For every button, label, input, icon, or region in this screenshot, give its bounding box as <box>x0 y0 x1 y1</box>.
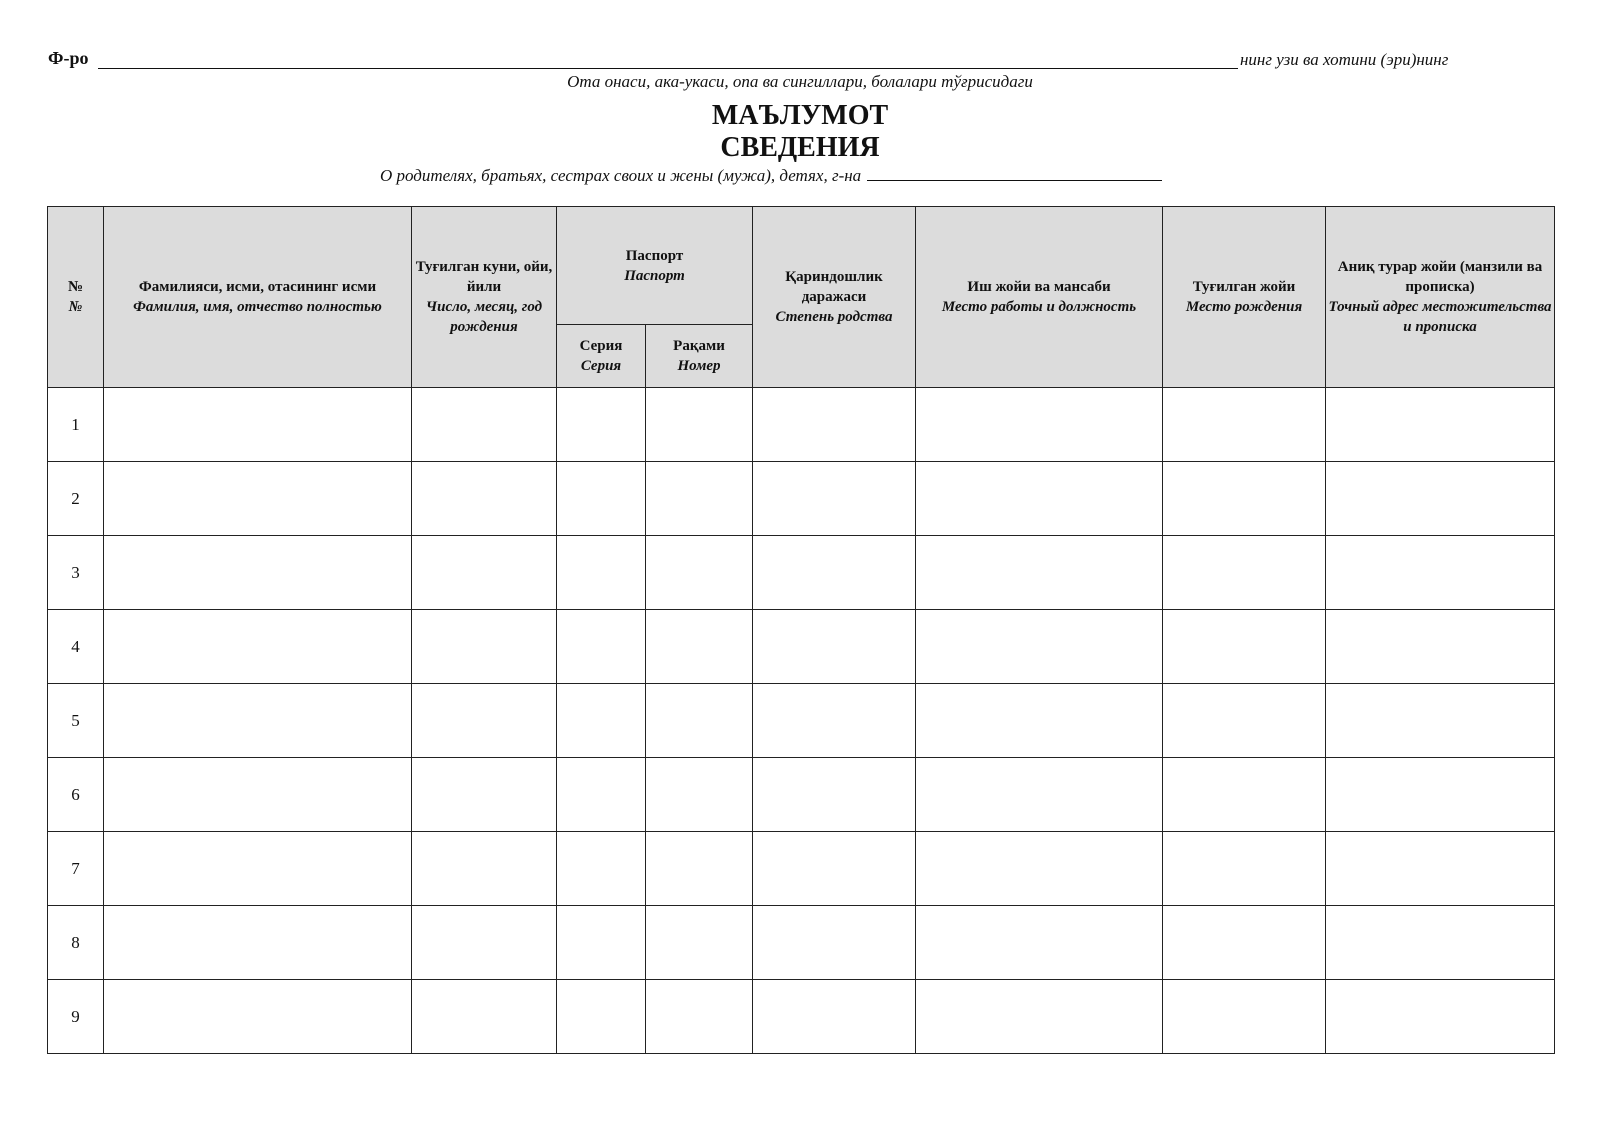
header-passport-ru: Паспорт <box>624 267 685 284</box>
row-number: 9 <box>48 980 104 1054</box>
address-cell[interactable] <box>1326 758 1555 832</box>
birthplace-cell[interactable] <box>1163 610 1326 684</box>
row-number: 1 <box>48 388 104 462</box>
relation-cell[interactable] <box>753 832 916 906</box>
name-fill-line[interactable] <box>98 68 1238 69</box>
address-cell[interactable] <box>1326 684 1555 758</box>
table-row <box>48 536 1555 610</box>
birthdate-cell[interactable] <box>412 536 557 610</box>
number-cell[interactable] <box>646 610 753 684</box>
number-cell[interactable] <box>646 388 753 462</box>
work-cell[interactable] <box>916 684 1163 758</box>
header-birthplace-ru: Место рождения <box>1185 299 1303 315</box>
header-birthplace <box>1163 207 1326 388</box>
title-ru: СВЕДЕНИЯ <box>720 132 880 163</box>
form-prefix: Ф-ро <box>48 48 89 68</box>
header-birthdate-uz: Туғилган куни, ойи, йили <box>415 259 553 295</box>
row-number: 7 <box>48 832 104 906</box>
address-cell[interactable] <box>1326 610 1555 684</box>
header-num-ru: № <box>68 299 83 315</box>
header-relation <box>753 207 916 388</box>
table-row <box>48 610 1555 684</box>
table-body <box>48 388 1555 1054</box>
header-work-uz: Иш жойи ва мансаби <box>967 279 1111 295</box>
birthdate-cell[interactable] <box>412 462 557 536</box>
name-cell[interactable] <box>104 610 412 684</box>
work-cell[interactable] <box>916 758 1163 832</box>
row-number: 6 <box>48 758 104 832</box>
series-cell[interactable] <box>557 610 646 684</box>
header-num <box>48 207 104 388</box>
header-name <box>104 207 412 388</box>
address-cell[interactable] <box>1326 388 1555 462</box>
header-birthdate-ru: Число, месяц, год рождения <box>425 299 543 335</box>
work-cell[interactable] <box>916 906 1163 980</box>
relation-cell[interactable] <box>753 684 916 758</box>
relation-cell[interactable] <box>753 758 916 832</box>
name-cell[interactable] <box>104 388 412 462</box>
number-cell[interactable] <box>646 536 753 610</box>
series-cell[interactable] <box>557 684 646 758</box>
address-cell[interactable] <box>1326 536 1555 610</box>
work-cell[interactable] <box>916 462 1163 536</box>
table-row <box>48 462 1555 536</box>
series-cell[interactable] <box>557 832 646 906</box>
header-work <box>916 207 1163 388</box>
subtitle-ru <box>380 166 1162 186</box>
header-number-uz: Рақами <box>673 338 725 354</box>
person-fill-line[interactable] <box>867 166 1162 181</box>
name-cell[interactable] <box>104 980 412 1054</box>
work-cell[interactable] <box>916 832 1163 906</box>
address-cell[interactable] <box>1326 832 1555 906</box>
series-cell[interactable] <box>557 758 646 832</box>
header-work-ru: Место работы и должность <box>941 299 1137 315</box>
address-cell[interactable] <box>1326 906 1555 980</box>
row-number: 2 <box>48 462 104 536</box>
series-cell[interactable] <box>557 536 646 610</box>
series-cell[interactable] <box>557 462 646 536</box>
table-row <box>48 388 1555 462</box>
relation-cell[interactable] <box>753 388 916 462</box>
row-number: 4 <box>48 610 104 684</box>
header-address <box>1326 207 1555 388</box>
table-row <box>48 758 1555 832</box>
header-passport <box>557 207 753 325</box>
birthplace-cell[interactable] <box>1163 684 1326 758</box>
birthplace-cell[interactable] <box>1163 462 1326 536</box>
header-series <box>557 325 646 388</box>
table-row <box>48 906 1555 980</box>
name-cell[interactable] <box>104 906 412 980</box>
name-cell[interactable] <box>104 758 412 832</box>
work-cell[interactable] <box>916 536 1163 610</box>
header-name-uz: Фамилияси, исми, отасининг исми <box>138 279 377 295</box>
subtitle-ru-text: О родителях, братьях, сестрах своих и жены (мужа), детях, г-на <box>380 166 862 185</box>
header-series-ru: Серия <box>580 358 622 374</box>
table-row <box>48 684 1555 758</box>
birthdate-cell[interactable] <box>412 980 557 1054</box>
work-cell[interactable] <box>916 610 1163 684</box>
header-relation-ru: Степень родства <box>775 309 893 325</box>
birthplace-cell[interactable] <box>1163 758 1326 832</box>
header-num-uz: № <box>67 279 84 295</box>
birthplace-cell[interactable] <box>1163 536 1326 610</box>
number-cell[interactable] <box>646 684 753 758</box>
number-cell[interactable] <box>646 832 753 906</box>
header-number-ru: Номер <box>677 358 721 374</box>
header-address-ru: Точный адрес местожительства и прописка <box>1328 299 1552 335</box>
header-suffix: нинг узи ва хотини (эри)нинг <box>1240 50 1449 69</box>
header-relation-uz: Қариндошлик даражаси <box>785 269 883 305</box>
birthdate-cell[interactable] <box>412 758 557 832</box>
relation-cell[interactable] <box>753 610 916 684</box>
number-cell[interactable] <box>646 980 753 1054</box>
address-cell[interactable] <box>1326 980 1555 1054</box>
address-cell[interactable] <box>1326 462 1555 536</box>
birthdate-cell[interactable] <box>412 684 557 758</box>
table-row <box>48 980 1555 1054</box>
subtitle-uz: Ота онаси, ака-укаси, опа ва сингиллари, болалари тўғрисидаги <box>567 72 1033 91</box>
header-passport-uz: Паспорт <box>625 247 684 264</box>
table-row <box>48 832 1555 906</box>
name-cell[interactable] <box>104 536 412 610</box>
row-number: 8 <box>48 906 104 980</box>
work-cell[interactable] <box>916 388 1163 462</box>
birthdate-cell[interactable] <box>412 832 557 906</box>
title-uz: МАЪЛУМОТ <box>711 100 889 131</box>
number-cell[interactable] <box>646 462 753 536</box>
row-number: 5 <box>48 684 104 758</box>
name-cell[interactable] <box>104 832 412 906</box>
row-number: 3 <box>48 536 104 610</box>
birthdate-cell[interactable] <box>412 388 557 462</box>
birthdate-cell[interactable] <box>412 906 557 980</box>
header-line <box>48 48 1468 72</box>
series-cell[interactable] <box>557 388 646 462</box>
birthdate-cell[interactable] <box>412 610 557 684</box>
number-cell[interactable] <box>646 758 753 832</box>
relation-cell[interactable] <box>753 462 916 536</box>
header-number <box>646 325 753 388</box>
work-cell[interactable] <box>916 980 1163 1054</box>
header-birthdate <box>412 207 557 388</box>
relation-cell[interactable] <box>753 536 916 610</box>
name-cell[interactable] <box>104 462 412 536</box>
number-cell[interactable] <box>646 906 753 980</box>
header-birthplace-uz: Туғилган жойи <box>1192 279 1296 295</box>
birthplace-cell[interactable] <box>1163 832 1326 906</box>
relatives-table <box>47 206 1555 1054</box>
relation-cell[interactable] <box>753 906 916 980</box>
series-cell[interactable] <box>557 980 646 1054</box>
name-cell[interactable] <box>104 684 412 758</box>
header-address-uz: Аниқ турар жойи (манзили ва прописка) <box>1337 259 1543 295</box>
birthplace-cell[interactable] <box>1163 388 1326 462</box>
header-name-ru: Фамилия, имя, отчество полностью <box>133 299 382 315</box>
series-cell[interactable] <box>557 906 646 980</box>
header-series-uz: Серия <box>579 338 623 354</box>
birthplace-cell[interactable] <box>1163 906 1326 980</box>
relation-cell[interactable] <box>753 980 916 1054</box>
birthplace-cell[interactable] <box>1163 980 1326 1054</box>
